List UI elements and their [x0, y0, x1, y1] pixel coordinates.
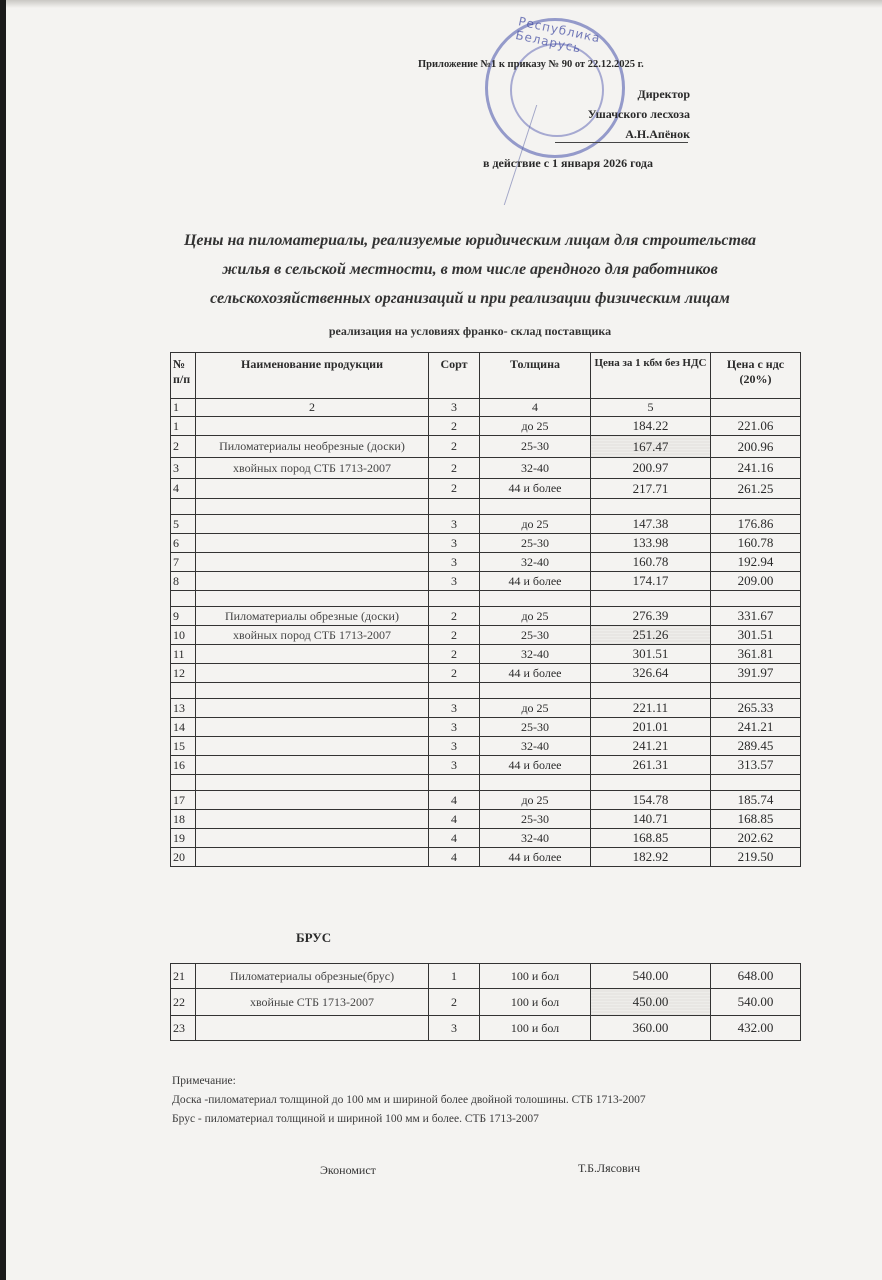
- empty-cell: [429, 499, 480, 515]
- director-name: А.Н.Апёнок: [625, 127, 690, 141]
- table-row: [171, 1016, 801, 1041]
- product-name: [196, 553, 429, 572]
- empty-cell: [480, 775, 591, 791]
- row-number: 19: [171, 829, 196, 848]
- header-price-vat: Цена с ндс (20%): [711, 353, 801, 399]
- price-no-vat: 540.00: [591, 964, 711, 989]
- empty-cell: [711, 683, 801, 699]
- thickness: 32-40: [480, 553, 591, 572]
- grade: 1: [429, 964, 480, 989]
- empty-cell: [591, 683, 711, 699]
- table-row: [171, 479, 801, 499]
- price-no-vat: 133.98: [591, 534, 711, 553]
- product-name: [196, 664, 429, 683]
- table-spacer-row: [171, 591, 801, 607]
- price-with-vat: 176.86: [711, 515, 801, 534]
- product-name: [196, 479, 429, 499]
- product-name: [196, 1016, 429, 1041]
- product-name: [196, 829, 429, 848]
- col-num-1: 1: [171, 399, 196, 417]
- document-subtitle: реализация на условиях франко- склад поставщика: [328, 324, 612, 338]
- table-row: [171, 737, 801, 756]
- price-with-vat: 265.33: [711, 699, 801, 718]
- col-num-2: 2: [196, 399, 429, 417]
- product-name: [196, 810, 429, 829]
- thickness: 100 и бол: [480, 964, 591, 989]
- grade: 2: [429, 458, 480, 479]
- row-number: 12: [171, 664, 196, 683]
- row-number: 9: [171, 607, 196, 626]
- row-number: 10: [171, 626, 196, 645]
- row-number: 15: [171, 737, 196, 756]
- price-no-vat: 184.22: [591, 417, 711, 436]
- thickness: до 25: [480, 791, 591, 810]
- grade: 2: [429, 664, 480, 683]
- grade: 2: [429, 645, 480, 664]
- empty-cell: [171, 775, 196, 791]
- document-title: [170, 226, 770, 313]
- grade: 3: [429, 756, 480, 775]
- thickness: 44 и более: [480, 664, 591, 683]
- price-no-vat: 167.47: [591, 436, 711, 458]
- director-title: Директор: [637, 87, 690, 101]
- empty-cell: [196, 591, 429, 607]
- thickness: 32-40: [480, 737, 591, 756]
- table-row: [171, 829, 801, 848]
- price-no-vat: 241.21: [591, 737, 711, 756]
- product-name: Пиломатериалы обрезные(брус): [196, 964, 429, 989]
- empty-cell: [429, 683, 480, 699]
- thickness: 44 и более: [480, 572, 591, 591]
- price-no-vat: 326.64: [591, 664, 711, 683]
- thickness: 100 и бол: [480, 989, 591, 1016]
- price-no-vat: 154.78: [591, 791, 711, 810]
- price-with-vat: 160.78: [711, 534, 801, 553]
- empty-cell: [711, 775, 801, 791]
- price-with-vat: 241.16: [711, 458, 801, 479]
- thickness: 25-30: [480, 810, 591, 829]
- price-with-vat: 648.00: [711, 964, 801, 989]
- product-name: [196, 645, 429, 664]
- empty-cell: [480, 499, 591, 515]
- price-no-vat: 261.31: [591, 756, 711, 775]
- grade: 2: [429, 607, 480, 626]
- price-table-beams: [170, 963, 801, 1041]
- grade: 3: [429, 1016, 480, 1041]
- thickness: 32-40: [480, 645, 591, 664]
- empty-cell: [196, 499, 429, 515]
- product-name: [196, 756, 429, 775]
- grade: 4: [429, 810, 480, 829]
- effective-date: в действие с 1 января 2026 года: [483, 156, 653, 170]
- signature-line: [555, 142, 688, 143]
- thickness: 44 и более: [480, 479, 591, 499]
- notes-section: [172, 1072, 646, 1129]
- empty-cell: [480, 591, 591, 607]
- table-row: [171, 436, 801, 458]
- grade: 4: [429, 829, 480, 848]
- row-number: 1: [171, 417, 196, 436]
- table-row: [171, 607, 801, 626]
- table-row: [171, 989, 801, 1016]
- approval-block: [560, 84, 690, 144]
- table-row: [171, 756, 801, 775]
- thickness: до 25: [480, 699, 591, 718]
- empty-cell: [196, 775, 429, 791]
- empty-cell: [711, 499, 801, 515]
- row-number: 5: [171, 515, 196, 534]
- signatory-role: Экономист: [320, 1163, 376, 1177]
- price-table-boards: [170, 352, 801, 867]
- grade: 3: [429, 534, 480, 553]
- empty-cell: [171, 499, 196, 515]
- product-name: хвойных пород СТБ 1713-2007: [196, 626, 429, 645]
- empty-cell: [171, 591, 196, 607]
- price-with-vat: 192.94: [711, 553, 801, 572]
- signatory-name: Т.Б.Лясович: [578, 1161, 641, 1175]
- row-number: 7: [171, 553, 196, 572]
- price-no-vat: 360.00: [591, 1016, 711, 1041]
- table-row: [171, 645, 801, 664]
- product-name: [196, 848, 429, 867]
- product-name: [196, 572, 429, 591]
- page-edge-left: [0, 0, 6, 1280]
- row-number: 17: [171, 791, 196, 810]
- table-row: [171, 534, 801, 553]
- table-row: [171, 417, 801, 436]
- header-sort: Сорт: [429, 353, 480, 399]
- appendix-reference: Приложение №1 к приказу № 90 от 22.12.2025 г.: [418, 59, 644, 70]
- price-no-vat: 160.78: [591, 553, 711, 572]
- grade: 3: [429, 515, 480, 534]
- product-name: [196, 791, 429, 810]
- empty-cell: [480, 683, 591, 699]
- empty-cell: [171, 683, 196, 699]
- empty-cell: [196, 683, 429, 699]
- thickness: 44 и более: [480, 756, 591, 775]
- price-with-vat: 313.57: [711, 756, 801, 775]
- table-row: [171, 664, 801, 683]
- row-number: 13: [171, 699, 196, 718]
- table-row: [171, 572, 801, 591]
- row-number: 23: [171, 1016, 196, 1041]
- table-row: [171, 458, 801, 479]
- thickness: до 25: [480, 515, 591, 534]
- product-name: Пиломатериалы обрезные (доски): [196, 607, 429, 626]
- grade: 2: [429, 989, 480, 1016]
- title-line-1: Цены на пиломатериалы, реализуемые юридическим лицам для строительства: [183, 232, 757, 249]
- table-row: [171, 553, 801, 572]
- row-number: 21: [171, 964, 196, 989]
- product-name: Пиломатериалы необрезные (доски): [196, 436, 429, 458]
- organization-name: Ушачского лесхоза: [587, 107, 690, 121]
- empty-cell: [429, 591, 480, 607]
- table-row: [171, 626, 801, 645]
- grade: 4: [429, 791, 480, 810]
- empty-cell: [711, 591, 801, 607]
- grade: 4: [429, 848, 480, 867]
- thickness: 32-40: [480, 458, 591, 479]
- price-no-vat: 174.17: [591, 572, 711, 591]
- notes-label: Примечание:: [172, 1075, 236, 1087]
- product-name: [196, 699, 429, 718]
- price-with-vat: 209.00: [711, 572, 801, 591]
- empty-cell: [591, 775, 711, 791]
- grade: 2: [429, 626, 480, 645]
- empty-cell: [591, 499, 711, 515]
- empty-cell: [429, 775, 480, 791]
- price-no-vat: 217.71: [591, 479, 711, 499]
- table-row: [171, 699, 801, 718]
- grade: 2: [429, 417, 480, 436]
- thickness: 25-30: [480, 626, 591, 645]
- product-name: [196, 737, 429, 756]
- table-row: [171, 810, 801, 829]
- table-spacer-row: [171, 499, 801, 515]
- price-with-vat: 168.85: [711, 810, 801, 829]
- grade: 3: [429, 572, 480, 591]
- thickness: 100 и бол: [480, 1016, 591, 1041]
- price-no-vat: 201.01: [591, 718, 711, 737]
- header-no: № п/п: [171, 353, 196, 399]
- grade: 3: [429, 699, 480, 718]
- price-with-vat: 261.25: [711, 479, 801, 499]
- price-with-vat: 185.74: [711, 791, 801, 810]
- grade: 3: [429, 737, 480, 756]
- row-number: 3: [171, 458, 196, 479]
- row-number: 8: [171, 572, 196, 591]
- product-name: хвойные СТБ 1713-2007: [196, 989, 429, 1016]
- table-row: [171, 718, 801, 737]
- header-name: Наименование продукции: [196, 353, 429, 399]
- stamp-text: Республика Беларусь: [514, 14, 602, 56]
- table-header-row: [171, 353, 801, 399]
- title-line-3: сельскохозяйственных организаций и при реализации физическим лицам: [210, 290, 730, 307]
- product-name: хвойных пород СТБ 1713-2007: [196, 458, 429, 479]
- price-with-vat: 301.51: [711, 626, 801, 645]
- price-no-vat: 276.39: [591, 607, 711, 626]
- price-with-vat: 289.45: [711, 737, 801, 756]
- price-no-vat: 221.11: [591, 699, 711, 718]
- row-number: 11: [171, 645, 196, 664]
- row-number: 6: [171, 534, 196, 553]
- row-number: 18: [171, 810, 196, 829]
- price-with-vat: 331.67: [711, 607, 801, 626]
- price-with-vat: 200.96: [711, 436, 801, 458]
- brus-section-heading: БРУС: [296, 930, 332, 945]
- note-beam-definition: Брус - пиломатериал толщиной и шириной 100 мм и более. СТБ 1713-2007: [172, 1113, 539, 1125]
- price-no-vat: 251.26: [591, 626, 711, 645]
- thickness: до 25: [480, 607, 591, 626]
- price-no-vat: 182.92: [591, 848, 711, 867]
- price-with-vat: 241.21: [711, 718, 801, 737]
- table-spacer-row: [171, 775, 801, 791]
- product-name: [196, 417, 429, 436]
- thickness: 25-30: [480, 718, 591, 737]
- product-name: [196, 515, 429, 534]
- price-no-vat: 301.51: [591, 645, 711, 664]
- price-with-vat: 361.81: [711, 645, 801, 664]
- note-board-definition: Доска -пиломатериал толщиной до 100 мм и шириной более двойной толошины. СТБ 1713-2007: [172, 1094, 646, 1106]
- product-name: [196, 718, 429, 737]
- grade: 3: [429, 718, 480, 737]
- price-with-vat: 540.00: [711, 989, 801, 1016]
- price-no-vat: 168.85: [591, 829, 711, 848]
- row-number: 4: [171, 479, 196, 499]
- price-with-vat: 432.00: [711, 1016, 801, 1041]
- price-no-vat: 450.00: [591, 989, 711, 1016]
- thickness: до 25: [480, 417, 591, 436]
- price-no-vat: 140.71: [591, 810, 711, 829]
- thickness: 44 и более: [480, 848, 591, 867]
- table-row: [171, 964, 801, 989]
- header-price-no-vat: Цена за 1 кбм без НДС: [591, 353, 711, 399]
- col-num-6: [711, 399, 801, 417]
- product-name: [196, 534, 429, 553]
- table-row: [171, 515, 801, 534]
- price-with-vat: 202.62: [711, 829, 801, 848]
- price-no-vat: 200.97: [591, 458, 711, 479]
- col-num-5: 5: [591, 399, 711, 417]
- row-number: 20: [171, 848, 196, 867]
- table-row: [171, 791, 801, 810]
- title-line-2: жилья в сельской местности, в том числе арендного для работников: [222, 261, 718, 278]
- page-edge-shadow: [0, 0, 882, 8]
- row-number: 16: [171, 756, 196, 775]
- price-no-vat: 147.38: [591, 515, 711, 534]
- price-with-vat: 221.06: [711, 417, 801, 436]
- col-num-4: 4: [480, 399, 591, 417]
- grade: 3: [429, 553, 480, 572]
- thickness: 25-30: [480, 534, 591, 553]
- header-thickness: Толщина: [480, 353, 591, 399]
- price-with-vat: 391.97: [711, 664, 801, 683]
- table-spacer-row: [171, 683, 801, 699]
- col-num-3: 3: [429, 399, 480, 417]
- grade: 2: [429, 479, 480, 499]
- price-with-vat: 219.50: [711, 848, 801, 867]
- grade: 2: [429, 436, 480, 458]
- column-number-row: [171, 399, 801, 417]
- table-row: [171, 848, 801, 867]
- thickness: 32-40: [480, 829, 591, 848]
- row-number: 14: [171, 718, 196, 737]
- row-number: 2: [171, 436, 196, 458]
- empty-cell: [591, 591, 711, 607]
- thickness: 25-30: [480, 436, 591, 458]
- row-number: 22: [171, 989, 196, 1016]
